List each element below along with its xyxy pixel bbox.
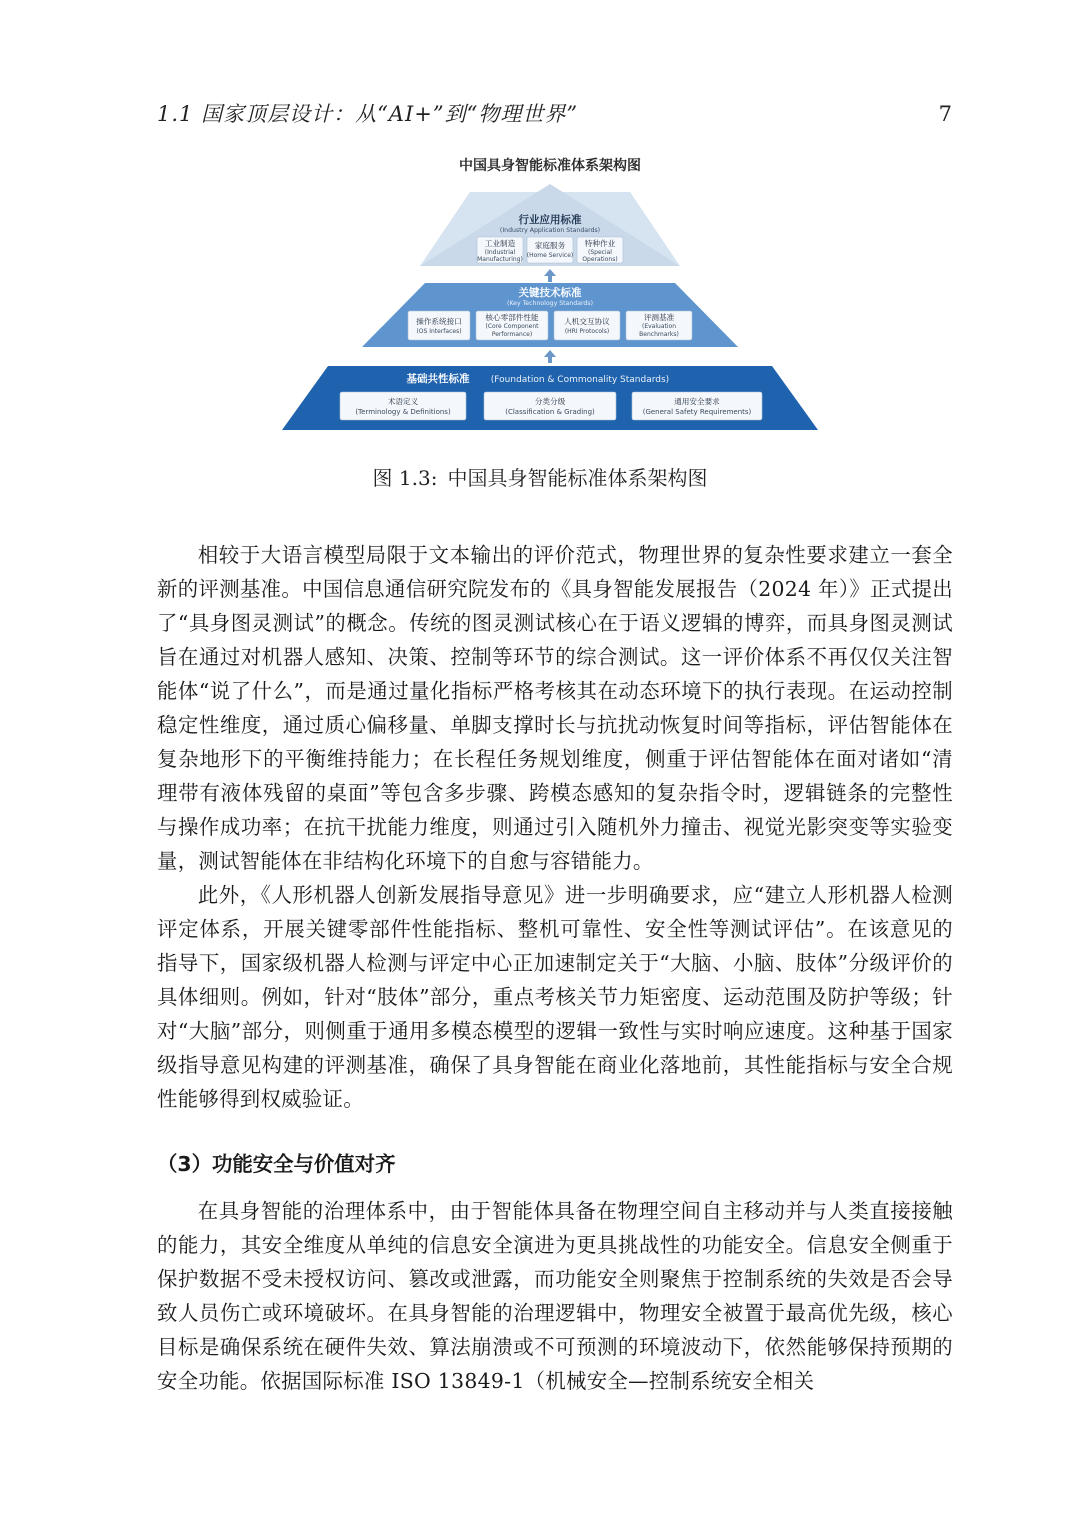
box-label: 通用安全要求 (674, 397, 720, 406)
paragraph: 此外，《人形机器人创新发展指导意见》进一步明确要求，应“建立人形机器人检测评定体系，开展关键零部件性能指标、整机可靠性、安全性等测试评估”。在该意见的指导下，国家级机器人检测与评定中心正加速制定关于“大脑、小脑、肢体”分级评价的具体细则。例如，针对“肢体”部分，重点考核关节力矩密度、运动范围及防护等级；针对“大脑”部分，则侧重于通用多模态模型的逻辑一致性与实时响应速度。这种基于国家级指导意见构建的评测基准，确保了具身智能在商业化落地前，其性能指标与安全合规性能够得到权威验证。 (157, 883, 953, 1111)
section-evaluation-text (157, 538, 953, 1116)
box-sublabel: Benchmarks) (639, 331, 679, 338)
box-label: 操作系统接口 (416, 317, 462, 326)
tier-top-subtitle: (Industry Application Standards) (499, 227, 601, 234)
arrow-up-icon (544, 269, 556, 282)
box-label: 评测基准 (643, 313, 675, 322)
caption-text: 中国具身智能标准体系架构图 (447, 466, 708, 490)
pyramid-diagram (270, 148, 830, 436)
figure-pyramid (270, 148, 830, 436)
box-sublabel: (Core Component (485, 323, 539, 330)
box-sublabel: (Classification & Grading) (505, 408, 595, 416)
tier-bottom-title: 基础共性标准 (406, 373, 470, 385)
box-sublabel: (Special (588, 249, 612, 256)
tier-bottom-box-1 (340, 392, 466, 420)
page-number: 7 (938, 102, 952, 126)
subsection-heading: （3）功能安全与价值对齐 (157, 1152, 396, 1176)
tier-middle-box-2 (476, 311, 548, 340)
running-title: 1.1 国家顶层设计：从“AI+”到“物理世界” (157, 102, 579, 126)
paragraph: 相较于大语言模型局限于文本输出的评价范式，物理世界的复杂性要求建立一套全新的评测基准。中国信息通信研究院发布的《具身智能发展报告（2024 年）》正式提出了“具身图灵测试”的概念。传统的图灵测试核心在于语义逻辑的博弈，而具身图灵测试旨在通过对机器人感知、决策、控制等环节的综合测试。这一评价体系不再仅仅关注智能体“说了什么”，而是通过量化指标严格考核其在动态环境下的执行表现。在运动控制稳定性维度，通过质心偏移量、单脚支撑时长与抗扰动恢复时间等指标，评估智能体在复杂地形下的平衡维持能力；在长程任务规划维度，侧重于评估智能体在面对诸如“清理带有液体残留的桌面”等包含多步骤、跨模态感知的复杂指令时，逻辑链条的完整性与操作成功率；在抗干扰能力维度，则通过引入随机外力撞击、视觉光影突变等实验变量，测试智能体在非结构化环境下的自愈与容错能力。 (157, 543, 953, 873)
page-header (157, 98, 952, 128)
box-sublabel: (Terminology & Definitions) (355, 408, 451, 416)
box-sublabel: (Home Service) (526, 252, 574, 259)
box-sublabel: Operations) (582, 256, 618, 263)
box-label: 分类分级 (534, 397, 566, 406)
tier-bottom-box-3 (632, 392, 762, 420)
box-sublabel: Performance) (491, 331, 533, 338)
tier-middle-box-1 (408, 311, 470, 340)
figure-title: 中国具身智能标准体系架构图 (459, 158, 641, 174)
tier-top-box-2 (527, 237, 573, 263)
box-sublabel: Manufacturing) (477, 256, 523, 263)
tier-middle-box-4 (626, 311, 692, 340)
box-label: 特种作业 (584, 239, 616, 248)
tier-bottom-box-2 (484, 392, 616, 420)
box-sublabel: (General Safety Requirements) (642, 408, 752, 416)
box-sublabel: (OS Interfaces) (416, 328, 462, 335)
arrow-up-icon (544, 350, 556, 363)
tier-top-box-3 (577, 237, 623, 263)
box-label: 核心零部件性能 (485, 313, 539, 322)
box-sublabel: (HRI Protocols) (564, 328, 610, 335)
figure-caption (0, 462, 1080, 491)
box-sublabel: (Evaluation (642, 323, 676, 330)
paragraph: 在具身智能的治理体系中，由于智能体具备在物理空间自主移动并与人类直接接触的能力，其安全维度从单纯的信息安全演进为更具挑战性的功能安全。信息安全侧重于保护数据不受未授权访问、篡改或泄露，而功能安全则聚焦于控制系统的失效是否会导致人员伤亡或环境破坏。在具身智能的治理逻辑中，物理安全被置于最高优先级，核心目标是确保系统在硬件失效、算法崩溃或不可预测的环境波动下，依然能够保持预期的安全功能。依据国际标准 ISO 13849-1（机械安全—控制系统安全相关 (157, 1199, 953, 1393)
tier-bottom-subtitle: (Foundation & Commonality Standards) (490, 375, 670, 385)
tier-top-title: 行业应用标准 (518, 214, 582, 226)
tier-middle-box-3 (554, 311, 620, 340)
box-label: 人机交互协议 (564, 317, 610, 326)
caption-label: 图 1.3: (372, 466, 438, 490)
box-label: 家庭服务 (534, 241, 566, 250)
section-safety-text (157, 1194, 953, 1398)
box-label: 工业制造 (484, 239, 516, 248)
box-sublabel: (Industrial (484, 249, 516, 256)
tier-middle-title: 关键技术标准 (518, 287, 582, 299)
box-label: 术语定义 (387, 397, 419, 406)
tier-middle-subtitle: (Key Technology Standards) (506, 300, 594, 307)
tier-top-box-1 (477, 237, 523, 263)
